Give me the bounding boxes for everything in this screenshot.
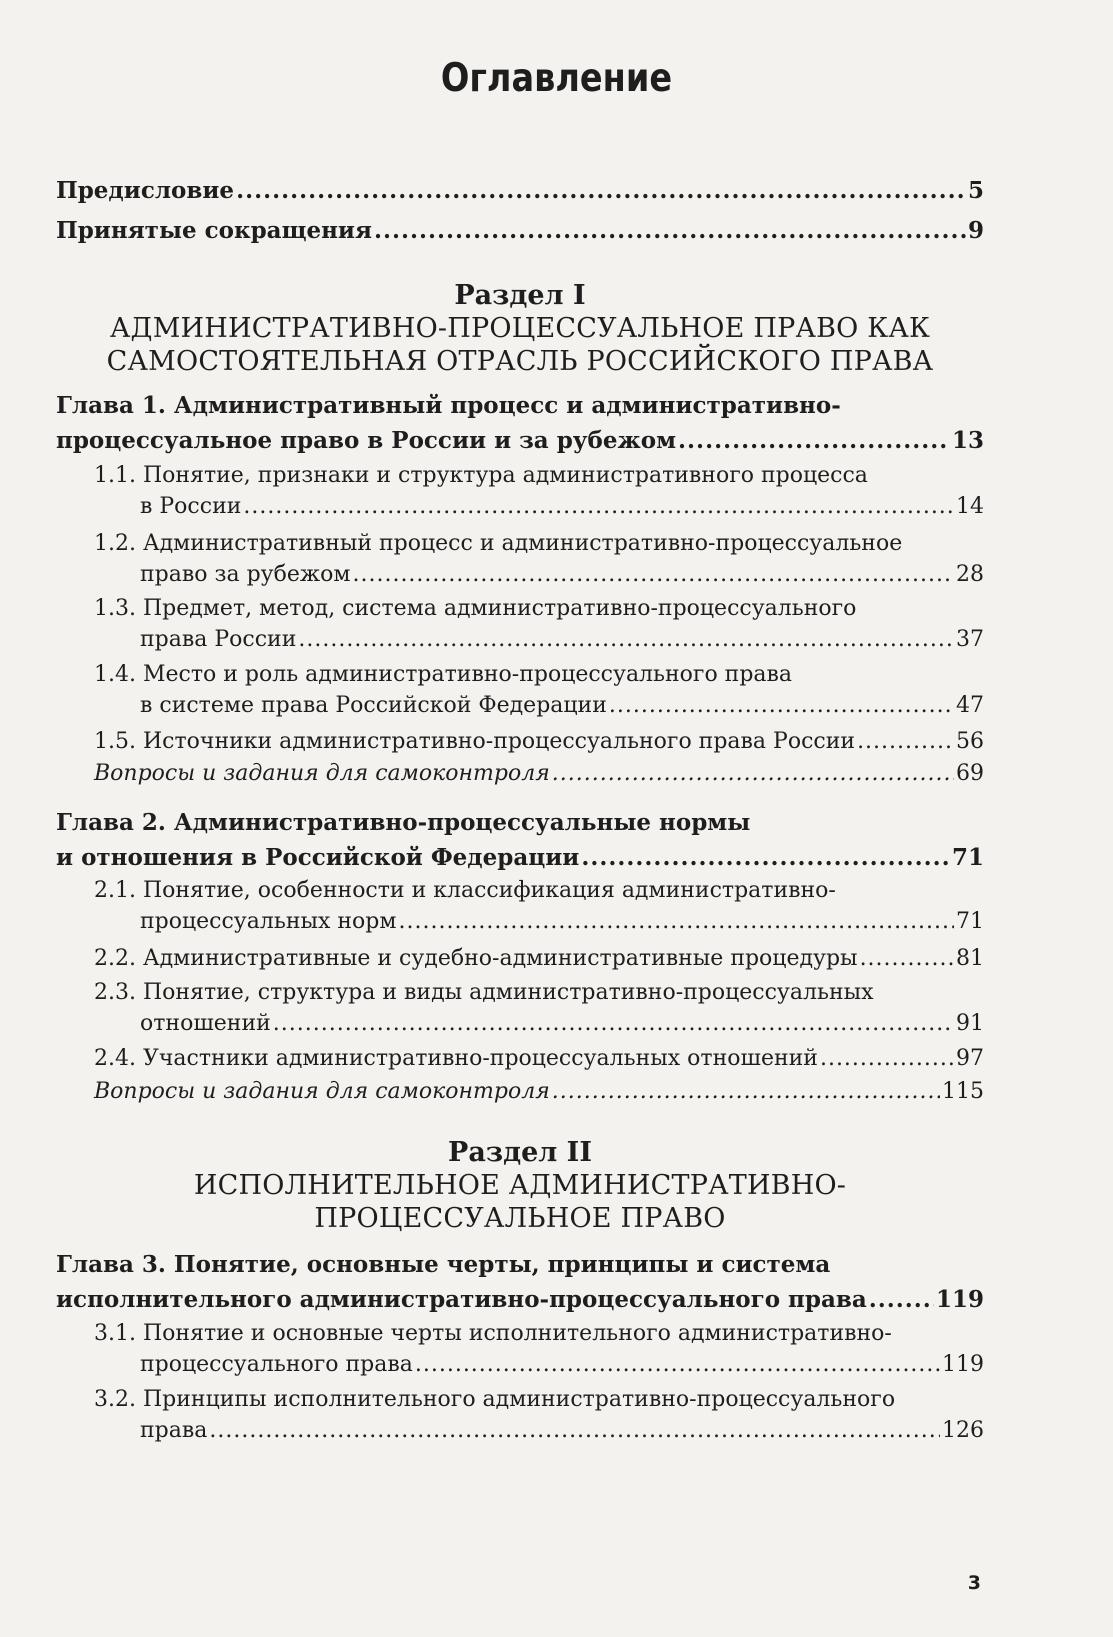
page-number: 81: [956, 946, 984, 971]
section-title-line: САМОСТОЯТЕЛЬНАЯ ОТРАСЛЬ РОССИЙСКОГО ПРАВА: [106, 346, 934, 377]
toc-entry-text: исполнительного административно-процессуального права: [56, 1286, 867, 1313]
toc-entry-text: Предисловие: [56, 177, 235, 204]
toc-entry-text: в России: [140, 494, 242, 519]
page-number: 119: [935, 1286, 984, 1313]
page-title: Оглавление: [440, 56, 673, 101]
page-number: 47: [956, 693, 984, 718]
section-number: Раздел I: [454, 280, 586, 311]
page-number: 5: [967, 177, 984, 204]
toc-entry-text: 2.3. Понятие, структура и виды административно-процессуальных: [94, 980, 874, 1005]
page-number: 69: [956, 761, 984, 786]
toc-entry-text: права: [140, 1418, 208, 1443]
page-number: 71: [951, 844, 984, 871]
toc-entry-text: право за рубежом: [140, 562, 351, 587]
toc-entry-text: Вопросы и задания для самоконтроля: [94, 761, 550, 786]
toc-entry-text: отношений: [140, 1011, 271, 1036]
leader-dots: [857, 727, 954, 757]
leader-dots: [374, 216, 966, 246]
page-number: 71: [956, 909, 984, 934]
toc-entry-text: 1.2. Административный процесс и административно-процессуальное: [94, 531, 903, 556]
toc-entry-text: Принятые сокращения: [56, 217, 372, 244]
section-title-line: АДМИНИСТРАТИВНО-ПРОЦЕССУАЛЬНОЕ ПРАВО КАК: [109, 313, 931, 344]
section-heading-1: [56, 279, 984, 378]
leader-dots: [581, 843, 950, 873]
toc-entry-text: процессуальных норм: [140, 909, 397, 934]
leader-dots: [678, 426, 950, 456]
leader-dots: [415, 1350, 940, 1380]
leader-dots: [399, 907, 955, 937]
leader-dots: [352, 560, 954, 590]
toc-entry-text: 2.1. Понятие, особенности и классификация административно-: [94, 878, 836, 903]
toc-entry-text: процессуальное право в России и за рубежом: [56, 427, 677, 454]
leader-dots: [236, 176, 966, 206]
toc-entry-text: 1.5. Источники административно-процессуального права России: [94, 729, 856, 754]
toc-entry-text: 2.2. Административные и судебно-административные процедуры: [94, 946, 858, 971]
page-number: 9: [967, 217, 984, 244]
toc-entry-text: 3.2. Принципы исполнительного административно-процессуального: [94, 1387, 896, 1412]
section-title-line: ИСПОЛНИТЕЛЬНОЕ АДМИНИСТРАТИВНО-: [193, 1170, 847, 1201]
leader-dots: [552, 1077, 940, 1107]
toc-entry-text: Глава 3. Понятие, основные черты, принципы и система: [56, 1251, 831, 1278]
leader-dots: [820, 1044, 954, 1074]
toc-entry-text: 1.1. Понятие, признаки и структура административного процесса: [94, 463, 868, 488]
toc-entry-text: права России: [140, 627, 297, 652]
toc-entry-text: Глава 1. Административный процесс и административно-: [56, 392, 841, 419]
toc-entry-text: 2.4. Участники административно-процессуальных отношений: [94, 1046, 818, 1071]
page-number: 14: [956, 494, 984, 519]
toc-entry-text: 1.3. Предмет, метод, система административно-процессуального: [94, 596, 857, 621]
section-heading-2: [56, 1136, 984, 1235]
page-number: 91: [956, 1011, 984, 1036]
page-number: 119: [942, 1352, 984, 1377]
leader-dots: [609, 691, 954, 721]
toc-entry-text: Вопросы и задания для самоконтроля: [94, 1079, 550, 1104]
leader-dots: [273, 1009, 954, 1039]
section-number: Раздел II: [448, 1137, 592, 1168]
toc-entry-text: 1.4. Место и роль административно-процессуального права: [94, 662, 793, 687]
page-number: 126: [942, 1418, 984, 1443]
leader-dots: [552, 759, 954, 789]
leader-dots: [209, 1416, 940, 1446]
folio-page-number: 3: [967, 1572, 981, 1594]
section-title-line: ПРОЦЕССУАЛЬНОЕ ПРАВО: [314, 1203, 726, 1234]
page-number: 13: [951, 427, 984, 454]
toc-entry-text: и отношения в Российской Федерации: [56, 844, 580, 871]
leader-dots: [243, 492, 954, 522]
page-number: 56: [956, 729, 984, 754]
leader-dots: [298, 625, 954, 655]
leader-dots: [869, 1285, 934, 1315]
page-number: 28: [956, 562, 984, 587]
toc-entry-text: 3.1. Понятие и основные черты исполнительного административно-: [94, 1321, 892, 1346]
page-number: 115: [942, 1079, 984, 1104]
toc-entry-text: процессуального права: [140, 1352, 413, 1377]
leader-dots: [860, 944, 954, 974]
toc-entry-text: Глава 2. Административно-процессуальные нормы: [56, 809, 751, 836]
toc-entry-text: в системе права Российской Федерации: [140, 693, 607, 718]
page-number: 97: [956, 1046, 984, 1071]
page-number: 37: [956, 627, 984, 652]
